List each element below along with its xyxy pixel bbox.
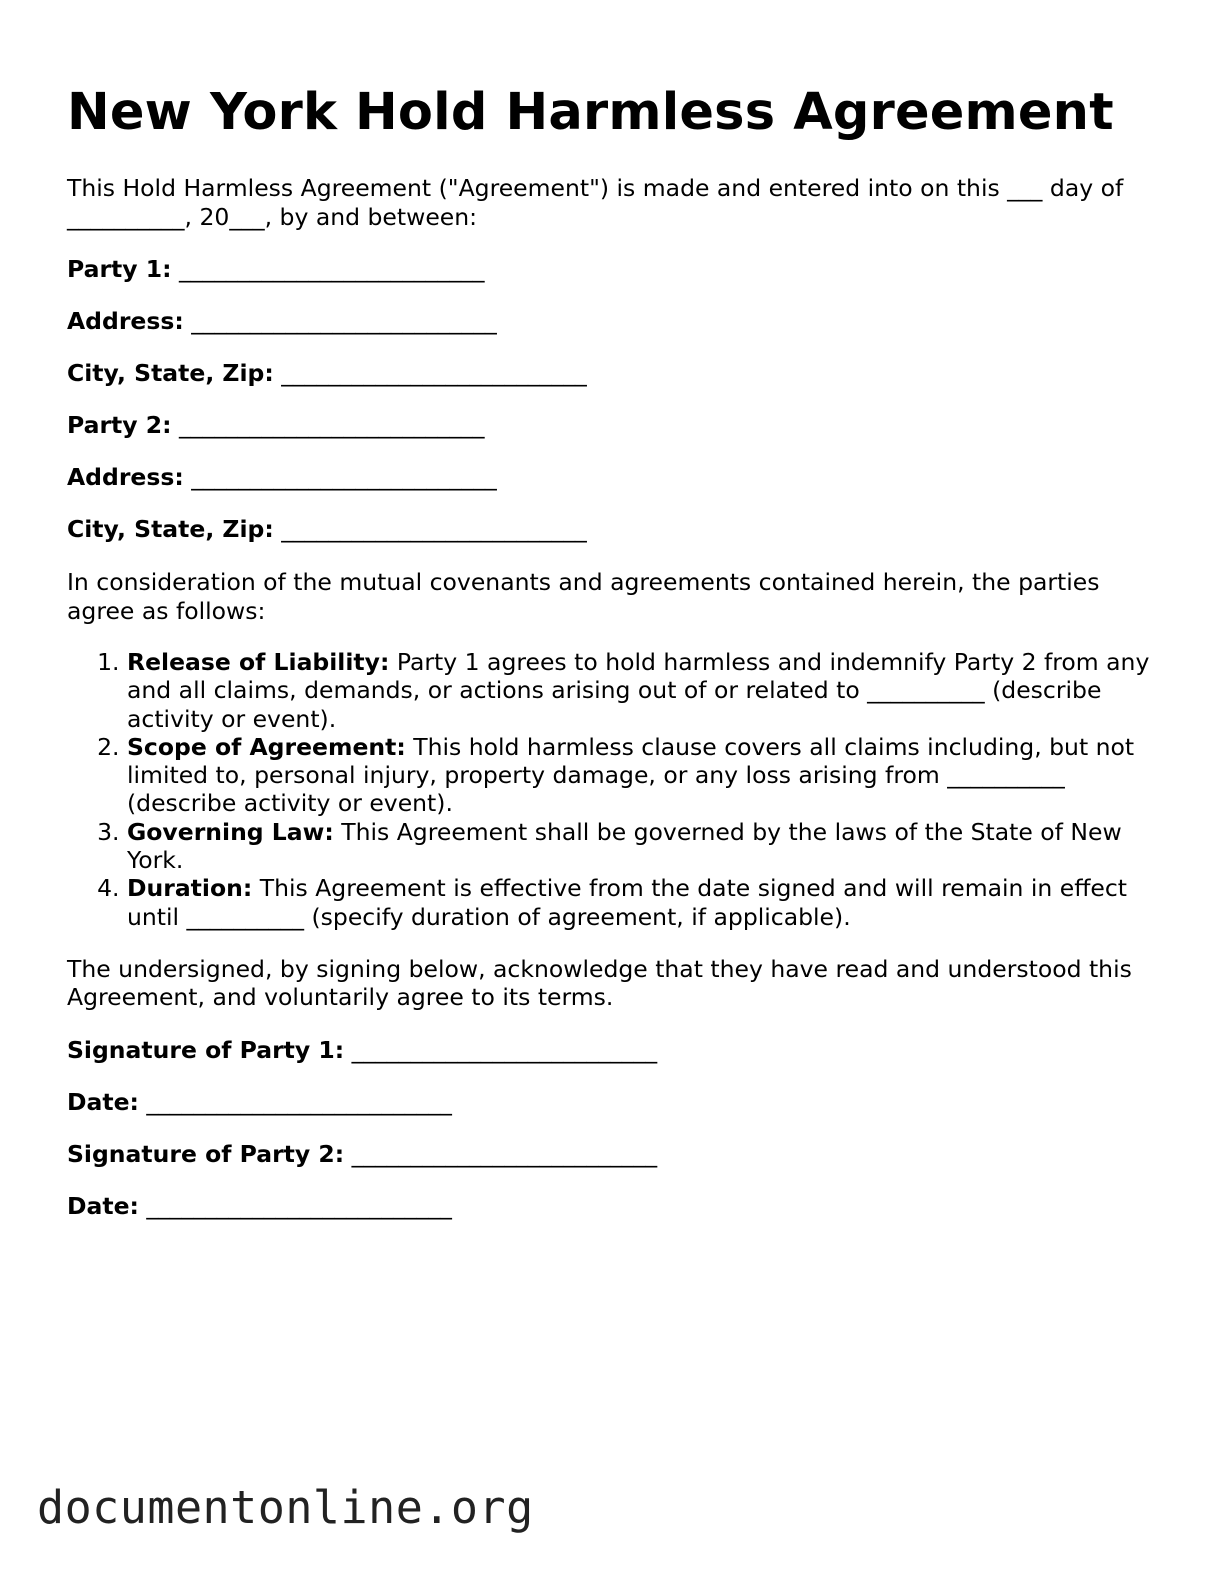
field-label: Address: xyxy=(67,463,184,491)
party-1-address-field[interactable] xyxy=(67,307,1157,336)
field-label: Signature of Party 1: xyxy=(67,1035,345,1064)
party-2-city-state-zip-field[interactable] xyxy=(67,515,1157,544)
blank-line: __________________________ xyxy=(351,1139,658,1168)
field-label: Address: xyxy=(67,307,184,335)
blank-line: __________________________ xyxy=(191,307,497,335)
intro-paragraph: This Hold Harmless Agreement ("Agreement") is made and entered into on this ___ day of __________, 20___, by and between: xyxy=(67,174,1124,231)
party-2-name-field[interactable] xyxy=(67,411,1157,440)
acknowledgement-paragraph: The undersigned, by signing below, acknowledge that they have read and understood this Agreement, and voluntarily agree to its terms. xyxy=(67,954,1132,1012)
clause-text: This Agreement shall be governed by the laws of the State of New York. xyxy=(127,817,1122,875)
blank-line: __________________________ xyxy=(351,1035,658,1064)
clause-text: This hold harmless clause covers all claims including, but not limited to, personal injury, property damage, or any loss arising from __________ (describe activity or event). xyxy=(127,732,1135,818)
clause-heading: Duration: xyxy=(127,874,253,903)
watermark: documentonline.org xyxy=(37,1481,534,1534)
party-1-name-field[interactable] xyxy=(67,255,1157,284)
blank-line: __________________________ xyxy=(281,359,587,387)
blank-line: __________________________ xyxy=(281,515,587,543)
field-label: Signature of Party 2: xyxy=(67,1139,345,1168)
clause-heading: Governing Law: xyxy=(127,817,334,846)
signature-party-1-field[interactable] xyxy=(67,1036,1157,1065)
document-title: New York Hold Harmless Agreement xyxy=(67,83,1114,142)
party-2-address-field[interactable] xyxy=(67,463,1157,492)
clause-heading: Release of Liability: xyxy=(127,648,390,676)
date-party-1-field[interactable] xyxy=(67,1088,1157,1117)
clause-list xyxy=(67,648,1157,931)
consideration-paragraph: In consideration of the mutual covenants and agreements contained herein, the parties agree as follows: xyxy=(67,568,1100,625)
blank-line: __________________________ xyxy=(191,463,497,491)
field-label: Party 2: xyxy=(67,411,172,439)
blank-line: __________________________ xyxy=(179,255,485,283)
clause-duration xyxy=(127,874,1157,931)
field-label: City, State, Zip: xyxy=(67,515,274,543)
field-label: Date: xyxy=(67,1191,139,1220)
signature-party-2-field[interactable] xyxy=(67,1140,1157,1169)
clause-text: Party 1 agrees to hold harmless and indemnify Party 2 from any and all claims, demands, or actions arising out of or related to __________ (describe activity or event). xyxy=(127,648,1150,733)
clause-text: This Agreement is effective from the date signed and will remain in effect until __________ (specify duration of agreement, if applicable). xyxy=(127,874,1128,931)
party-1-city-state-zip-field[interactable] xyxy=(67,359,1157,388)
field-label: City, State, Zip: xyxy=(67,359,274,387)
clause-scope-of-agreement xyxy=(127,733,1157,818)
blank-line: __________________________ xyxy=(146,1087,452,1116)
blank-line: __________________________ xyxy=(146,1191,452,1220)
field-label: Date: xyxy=(67,1087,139,1116)
document-page xyxy=(67,82,1157,1221)
clause-heading: Scope of Agreement: xyxy=(127,732,406,761)
clause-release-of-liability xyxy=(127,648,1157,733)
blank-line: __________________________ xyxy=(179,411,485,439)
date-party-2-field[interactable] xyxy=(67,1192,1157,1221)
clause-governing-law xyxy=(127,818,1157,875)
field-label: Party 1: xyxy=(67,255,172,283)
